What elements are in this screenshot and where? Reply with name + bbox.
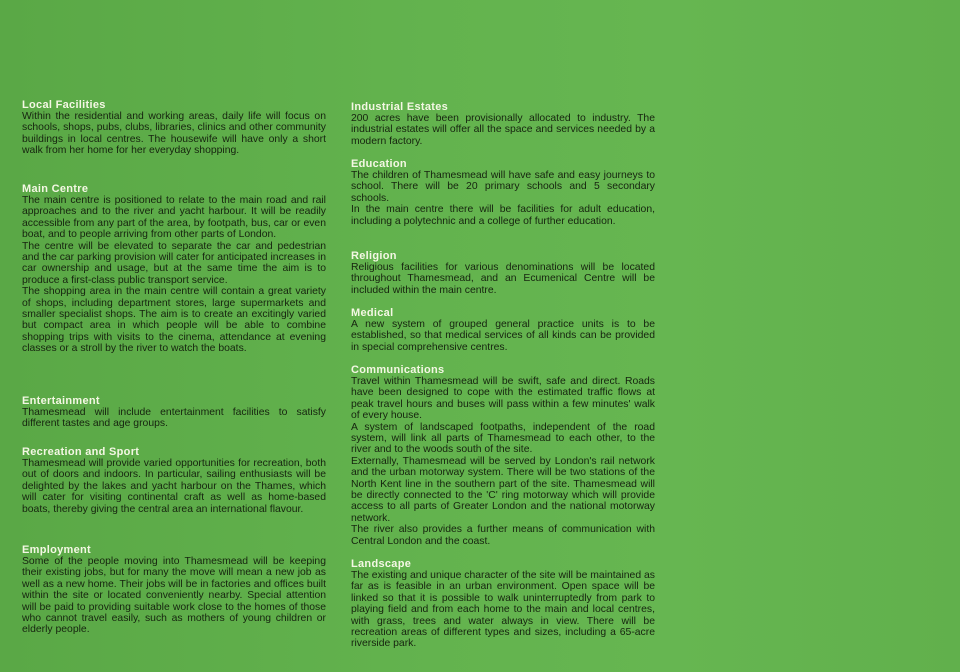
section-body [22,556,326,636]
paragraph: Some of the people moving into Thamesmead will be keeping their existing jobs, but for many the move will mean a new job as well as a new home. Their jobs will be in factories and offices built within the site or located conveniently nearby. Special attention will be paid to providing suitable work close to the homes of those who cannot travel easily, such as mothers of young children or elderly people. [22,556,326,636]
paragraph: The centre will be elevated to separate the car and pedestrian and the car parking provision will cater for anticipated increases in car ownership and usage, but at the same time the aim is to produce a first-class public transport service. [22,240,326,286]
section-heading: Main Centre [22,183,89,195]
section-body [22,407,326,430]
section-communications [351,364,655,547]
section-heading: Local Facilities [22,99,106,111]
paragraph: Within the residential and working areas, daily life will focus on schools, shops, pubs, clubs, libraries, clinics and other community buildings in local centres. The housewife will have only a short walk from her home for her everyday shopping. [22,111,326,157]
paragraph: Externally, Thamesmead will be served by London's rail network and the urban motorway system. There will be two stations of the North Kent line in the southern part of the site. Thamesmead will be directly connected to the 'C' ring motorway which will provide access to all parts of Greater London and the national motorway network. [351,455,655,524]
paragraph: Travel within Thamesmead will be swift, safe and direct. Roads have been designed to cope with the estimated traffic flows at peak travel hours and buses will pass within a few minutes' walk of every house. [351,376,655,422]
section-body [351,570,655,650]
section-heading: Entertainment [22,395,100,407]
section-local-facilities [22,99,326,157]
paragraph: 200 acres have been provisionally allocated to industry. The industrial estates will offer all the space and services needed by a modern factory. [351,113,655,147]
section-body [351,262,655,296]
section-heading: Medical [351,307,394,319]
section-body [351,319,655,353]
paragraph: Thamesmead will provide varied opportunities for recreation, both out of doors and indoors. In particular, sailing enthusiasts will be delighted by the lakes and yacht harbour on the Thames, which will cater for visiting continental craft as well as home-based boats, thereby giving the central area an international flavour. [22,458,326,515]
paragraph: The children of Thamesmead will have safe and easy journeys to school. There will be 20 primary schools and 5 secondary schools. [351,170,655,204]
section-heading: Communications [351,364,445,376]
section-body [22,195,326,355]
paragraph: Religious facilities for various denominations will be located throughout Thamesmead, and an Ecumenical Centre will be included within the main centre. [351,262,655,296]
section-body [351,170,655,227]
section-heading: Industrial Estates [351,101,449,113]
section-industrial-estates [351,101,655,147]
paragraph: Thamesmead will include entertainment facilities to satisfy different tastes and age groups. [22,407,326,430]
section-education [351,158,655,227]
section-employment [22,544,326,636]
section-recreation-and-sport [22,446,326,515]
section-body [351,376,655,547]
paragraph: The shopping area in the main centre will contain a great variety of shops, including department stores, large supermarkets and smaller specialist shops. The aim is to create an excitingly varied but compact area in which people will be able to combine shopping trips with visits to the cinema, attendance at evening classes or a stroll by the river to watch the boats. [22,286,326,355]
section-heading: Education [351,158,407,170]
section-heading: Religion [351,250,397,262]
paragraph: In the main centre there will be facilities for adult education, including a polytechnic and a college of further education. [351,204,655,227]
section-medical [351,307,655,353]
paragraph: The main centre is positioned to relate to the main road and rail approaches and to the river and yacht harbour. It will be readily accessible from any part of the area, by footpath, bus, car or even boat, and to people arriving from other parts of London. [22,195,326,241]
paragraph: The river also provides a further means of communication with Central London and the coast. [351,524,655,547]
paragraph: The existing and unique character of the site will be maintained as far as is feasible in an urban environment. Open space will be linked so that it is possible to walk uninterruptedly from park to playing field and from each home to the main and local centres, with grass, trees and water always in view. There will be recreation areas of different types and sizes, including a 65-acre riverside park. [351,570,655,650]
paragraph: A new system of grouped general practice units is to be established, so that medical services of all kinds can be provided in special comprehensive centres. [351,319,655,353]
section-body [351,113,655,147]
paragraph: A system of landscaped footpaths, independent of the road system, will link all parts of Thamesmead to each other, to the river and to the woods south of the site. [351,421,655,456]
section-body [22,111,326,157]
section-body [22,458,326,515]
section-entertainment [22,395,326,430]
section-landscape [351,558,655,650]
section-religion [351,250,655,296]
section-heading: Recreation and Sport [22,446,140,458]
section-heading: Employment [22,544,92,556]
section-heading: Landscape [351,558,412,570]
section-main-centre [22,183,326,355]
